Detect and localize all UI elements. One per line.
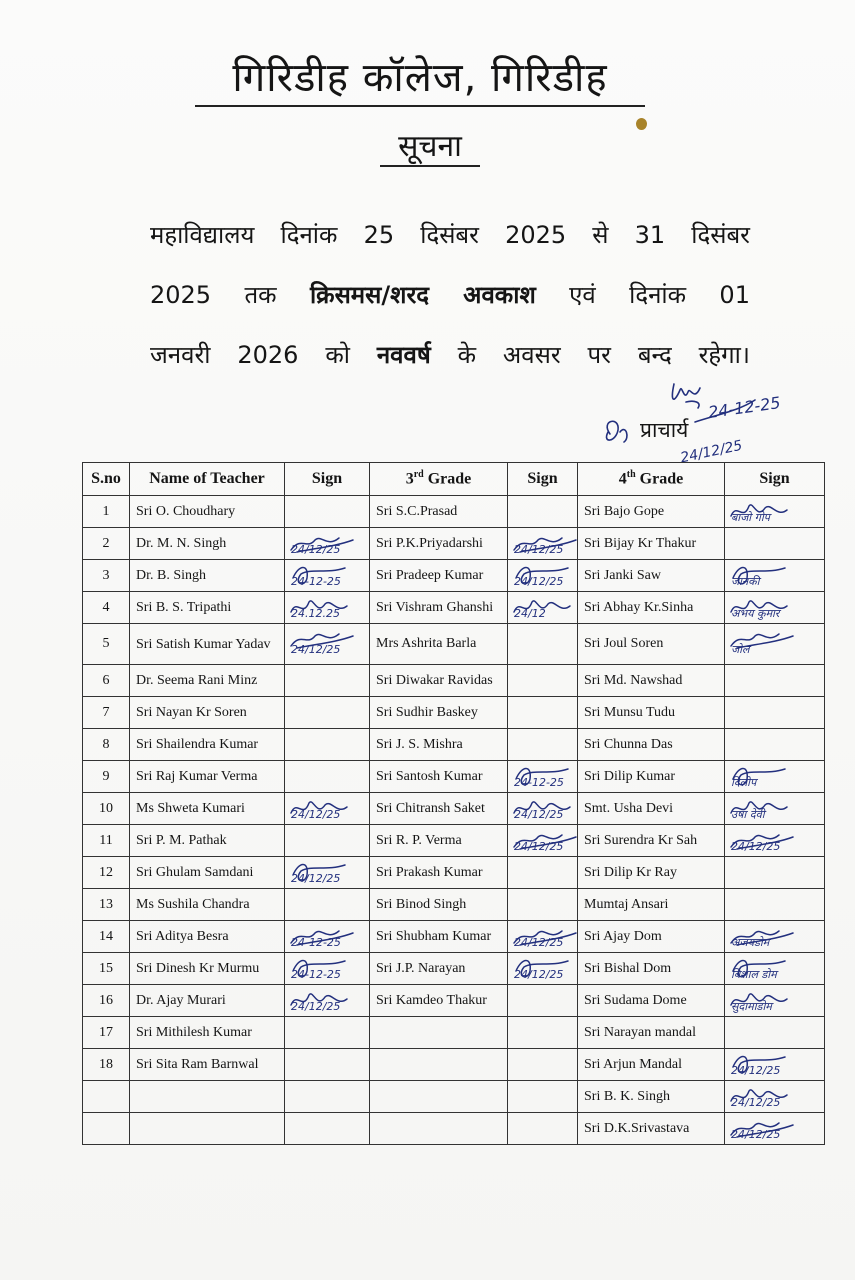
teacher-name: Dr. Ajay Murari [130,985,285,1017]
grade4-signature [725,528,825,560]
grade3-name: Sri J. S. Mishra [370,729,508,761]
signature-text: 24/12/25 [514,542,564,556]
signature-text: 24/12/25 [514,967,564,981]
signature-text: सुदामाडोम [731,999,772,1013]
grade4-name: Sri Narayan mandal [578,1017,725,1049]
table-row [83,1049,825,1081]
col-header-sign: Sign [725,463,825,496]
grade4-name: Sri Chunna Das [578,729,725,761]
grade4-signature [725,953,825,985]
signature-text: 24/12/25 [291,807,341,821]
grade4-signature [725,624,825,665]
row-sno: 18 [83,1049,130,1081]
row-sno: 13 [83,889,130,921]
signature-text: 24/12/25 [731,1063,781,1077]
table-row [83,889,825,921]
row-sno: 9 [83,761,130,793]
signature-text: दिलीप [731,775,757,789]
teacher-name: Sri Sita Ram Barnwal [130,1049,285,1081]
grade4-signature [725,761,825,793]
grade4-name: Sri B. K. Singh [578,1081,725,1113]
grade3-signature [508,921,578,953]
row-sno: 10 [83,793,130,825]
grade4-signature [725,1017,825,1049]
notice-text: जनवरी 2026 को [150,341,350,369]
grade4-signature [725,889,825,921]
signature-text: 24/12/25 [291,999,341,1013]
grade4-name: Sri Bijay Kr Thakur [578,528,725,560]
grade3-name: Sri Pradeep Kumar [370,560,508,592]
row-sno: 6 [83,665,130,697]
teacher-name: Sri Mithilesh Kumar [130,1017,285,1049]
signature-text: 24/12/25 [291,871,341,885]
teacher-signature [285,697,370,729]
grade3-signature [508,761,578,793]
table-row [83,560,825,592]
teacher-name: Sri Satish Kumar Yadav [130,624,285,665]
table-row [83,761,825,793]
grade4-signature [725,793,825,825]
grade-label: Grade [635,470,684,488]
college-title: गिरिडीह कॉलेज, गिरिडीह [195,48,645,107]
grade3-signature [508,825,578,857]
notice-text: एवं दिनांक 01 [569,281,750,309]
row-sno: 2 [83,528,130,560]
grade4-signature [725,921,825,953]
teacher-signature [285,1017,370,1049]
table-row [83,624,825,665]
grade3-name: Sri Vishram Ghanshi [370,592,508,624]
teacher-signature [285,761,370,793]
notice-line-3 [150,325,750,385]
staff-sign-table [82,462,825,1145]
col-header-sno: S.no [83,463,130,496]
teacher-signature [285,528,370,560]
grade3-name: Sri Sudhir Baskey [370,697,508,729]
teacher-signature [285,496,370,528]
grade3-name: Sri Chitransh Saket [370,793,508,825]
grade3-signature [508,665,578,697]
signature-text: बिशाल डोम [731,967,777,981]
grade3-signature [508,729,578,761]
grade3-name: Sri Diwakar Ravidas [370,665,508,697]
grade4-signature [725,1049,825,1081]
grade3-name: Sri Kamdeo Thakur [370,985,508,1017]
grade-label: Grade [423,470,472,488]
grade3-name [370,1017,508,1049]
holiday-name: नववर्ष [376,341,431,369]
teacher-name: Sri Raj Kumar Verma [130,761,285,793]
grade3-name: Sri Prakash Kumar [370,857,508,889]
col-header-sign: Sign [285,463,370,496]
table-row [83,528,825,560]
grade3-signature [508,624,578,665]
notice-text: के अवसर पर बन्द रहेगा। [457,341,750,369]
grade3-signature [508,1081,578,1113]
signature-text: 24-12-25 [291,574,341,588]
grade3-signature [508,1113,578,1145]
grade4-name: Sri Bishal Dom [578,953,725,985]
signature-text: 24-12-25 [291,967,341,981]
grade4-signature [725,697,825,729]
grade4-name: Sri Arjun Mandal [578,1049,725,1081]
row-sno: 3 [83,560,130,592]
grade-suffix: rd [413,469,424,481]
grade4-signature [725,985,825,1017]
grade3-name [370,1049,508,1081]
grade3-name: Mrs Ashrita Barla [370,624,508,665]
row-sno: 12 [83,857,130,889]
signature-text: 24-12-25 [514,775,564,789]
notice-line-1: महाविद्यालय दिनांक 25 दिसंबर 2025 से 31 दिसंबर [150,221,750,249]
table-row [83,953,825,985]
signature-text: बाजो गोप [731,510,770,524]
grade4-signature [725,1113,825,1145]
grade4-name: Sri Md. Nawshad [578,665,725,697]
table-header-row [83,463,825,496]
grade3-signature [508,857,578,889]
grade4-name: Sri Ajay Dom [578,921,725,953]
grade4-name: Sri D.K.Srivastava [578,1113,725,1145]
teacher-name: Dr. M. N. Singh [130,528,285,560]
grade4-name: Sri Sudama Dome [578,985,725,1017]
teacher-name [130,1081,285,1113]
row-sno: 8 [83,729,130,761]
grade4-signature [725,592,825,624]
signature-text: 24/12/25 [514,807,564,821]
signature-text: 24/12/25 [731,1095,781,1109]
teacher-signature [285,825,370,857]
signature-text: 24/12/25 [291,542,341,556]
row-sno: 15 [83,953,130,985]
notice-heading: सूचना [380,124,480,167]
grade4-name: Sri Munsu Tudu [578,697,725,729]
holiday-name: क्रिसमस/शरद अवकाश [309,281,536,309]
grade3-signature [508,1049,578,1081]
teacher-name: Dr. Seema Rani Minz [130,665,285,697]
signature-text: 24/12/25 [514,935,564,949]
principal-label: प्राचार्य [640,418,689,442]
teacher-signature [285,1049,370,1081]
grade4-name: Sri Surendra Kr Sah [578,825,725,857]
notice-body [150,205,750,385]
grade-suffix: th [626,469,636,481]
teacher-name: Sri Dinesh Kr Murmu [130,953,285,985]
grade4-name: Sri Abhay Kr.Sinha [578,592,725,624]
col-header-grade3 [370,463,508,496]
teacher-signature [285,1081,370,1113]
signature-text: जोल [731,643,750,656]
grade4-name: Sri Dilip Kr Ray [578,857,725,889]
grade3-name: Sri Santosh Kumar [370,761,508,793]
grade4-name: Sri Joul Soren [578,624,725,665]
signature-text: 24/12/25 [514,574,564,588]
table-row [83,857,825,889]
row-sno: 17 [83,1017,130,1049]
col-header-teacher: Name of Teacher [130,463,285,496]
table-row [83,1017,825,1049]
table-row [83,665,825,697]
grade4-name: Sri Dilip Kumar [578,761,725,793]
teacher-signature [285,1113,370,1145]
row-sno: 4 [83,592,130,624]
table-row [83,729,825,761]
stain-mark [636,118,647,130]
col-header-sign: Sign [508,463,578,496]
teacher-name [130,1113,285,1145]
row-sno: 1 [83,496,130,528]
row-sno: 16 [83,985,130,1017]
signature-text: 24/12/25 [514,839,564,853]
principal-date-2: 24/12/25 [679,437,744,467]
row-sno: 5 [83,624,130,665]
signature-text: अभय कुमार [731,606,780,620]
table-row [83,1113,825,1145]
grade3-name: Sri S.C.Prasad [370,496,508,528]
grade4-signature [725,857,825,889]
grade3-signature [508,592,578,624]
grade4-signature [725,825,825,857]
grade3-signature [508,1017,578,1049]
teacher-signature [285,857,370,889]
grade3-name: Sri P.K.Priyadarshi [370,528,508,560]
grade4-name: Mumtaj Ansari [578,889,725,921]
teacher-name: Sri Nayan Kr Soren [130,697,285,729]
teacher-name: Sri Ghulam Samdani [130,857,285,889]
signature-text: जानकी [731,574,760,588]
table-row [83,985,825,1017]
grade4-signature [725,665,825,697]
grade3-name [370,1081,508,1113]
signature-text: 24/12/25 [731,1127,781,1141]
teacher-name: Sri Aditya Besra [130,921,285,953]
table-row [83,592,825,624]
grade3-name: Sri R. P. Verma [370,825,508,857]
grade3-name [370,1113,508,1145]
signature-text: 24/12/25 [291,643,341,656]
grade4-signature [725,1081,825,1113]
teacher-signature [285,592,370,624]
grade4-signature [725,496,825,528]
table-row [83,793,825,825]
teacher-signature [285,665,370,697]
teacher-signature [285,921,370,953]
teacher-name: Sri P. M. Pathak [130,825,285,857]
grade4-name: Sri Janki Saw [578,560,725,592]
row-sno: 11 [83,825,130,857]
grade3-name: Sri Binod Singh [370,889,508,921]
signature-text: 24.12.25 [291,606,340,620]
grade3-signature [508,985,578,1017]
teacher-signature [285,729,370,761]
table-row [83,921,825,953]
teacher-signature [285,624,370,665]
signature-text: उषा देवी [731,807,765,821]
row-sno: 7 [83,697,130,729]
grade3-signature [508,496,578,528]
table-row [83,825,825,857]
teacher-name: Sri Shailendra Kumar [130,729,285,761]
grade3-signature [508,528,578,560]
teacher-signature [285,953,370,985]
row-sno [83,1081,130,1113]
signature-text: 24/12 [514,606,546,620]
notice-text: 2025 तक [150,281,277,309]
teacher-name: Ms Sushila Chandra [130,889,285,921]
grade4-signature [725,560,825,592]
signature-text: अजयडोम [731,935,770,949]
teacher-name: Sri B. S. Tripathi [130,592,285,624]
teacher-signature [285,560,370,592]
col-header-grade4 [578,463,725,496]
teacher-name: Ms Shweta Kumari [130,793,285,825]
grade3-name: Sri Shubham Kumar [370,921,508,953]
teacher-signature [285,985,370,1017]
grade3-signature [508,889,578,921]
grade-number: 3 [405,470,414,488]
row-sno: 14 [83,921,130,953]
grade4-name: Sri Bajo Gope [578,496,725,528]
signature-text: 24/12/25 [731,839,781,853]
table-row [83,697,825,729]
table-row [83,1081,825,1113]
table-row [83,496,825,528]
teacher-name: Dr. B. Singh [130,560,285,592]
grade4-signature [725,729,825,761]
grade4-name: Smt. Usha Devi [578,793,725,825]
signature-text: 24-12-25 [291,935,341,949]
teacher-signature [285,793,370,825]
grade3-signature [508,953,578,985]
grade3-signature [508,560,578,592]
grade3-signature [508,697,578,729]
teacher-name: Sri O. Choudhary [130,496,285,528]
grade3-name: Sri J.P. Narayan [370,953,508,985]
grade3-signature [508,793,578,825]
grade-number: 4 [618,470,627,488]
notice-line-2 [150,265,750,325]
teacher-signature [285,889,370,921]
row-sno [83,1113,130,1145]
principal-date-1: 24-12-25 [707,393,782,422]
